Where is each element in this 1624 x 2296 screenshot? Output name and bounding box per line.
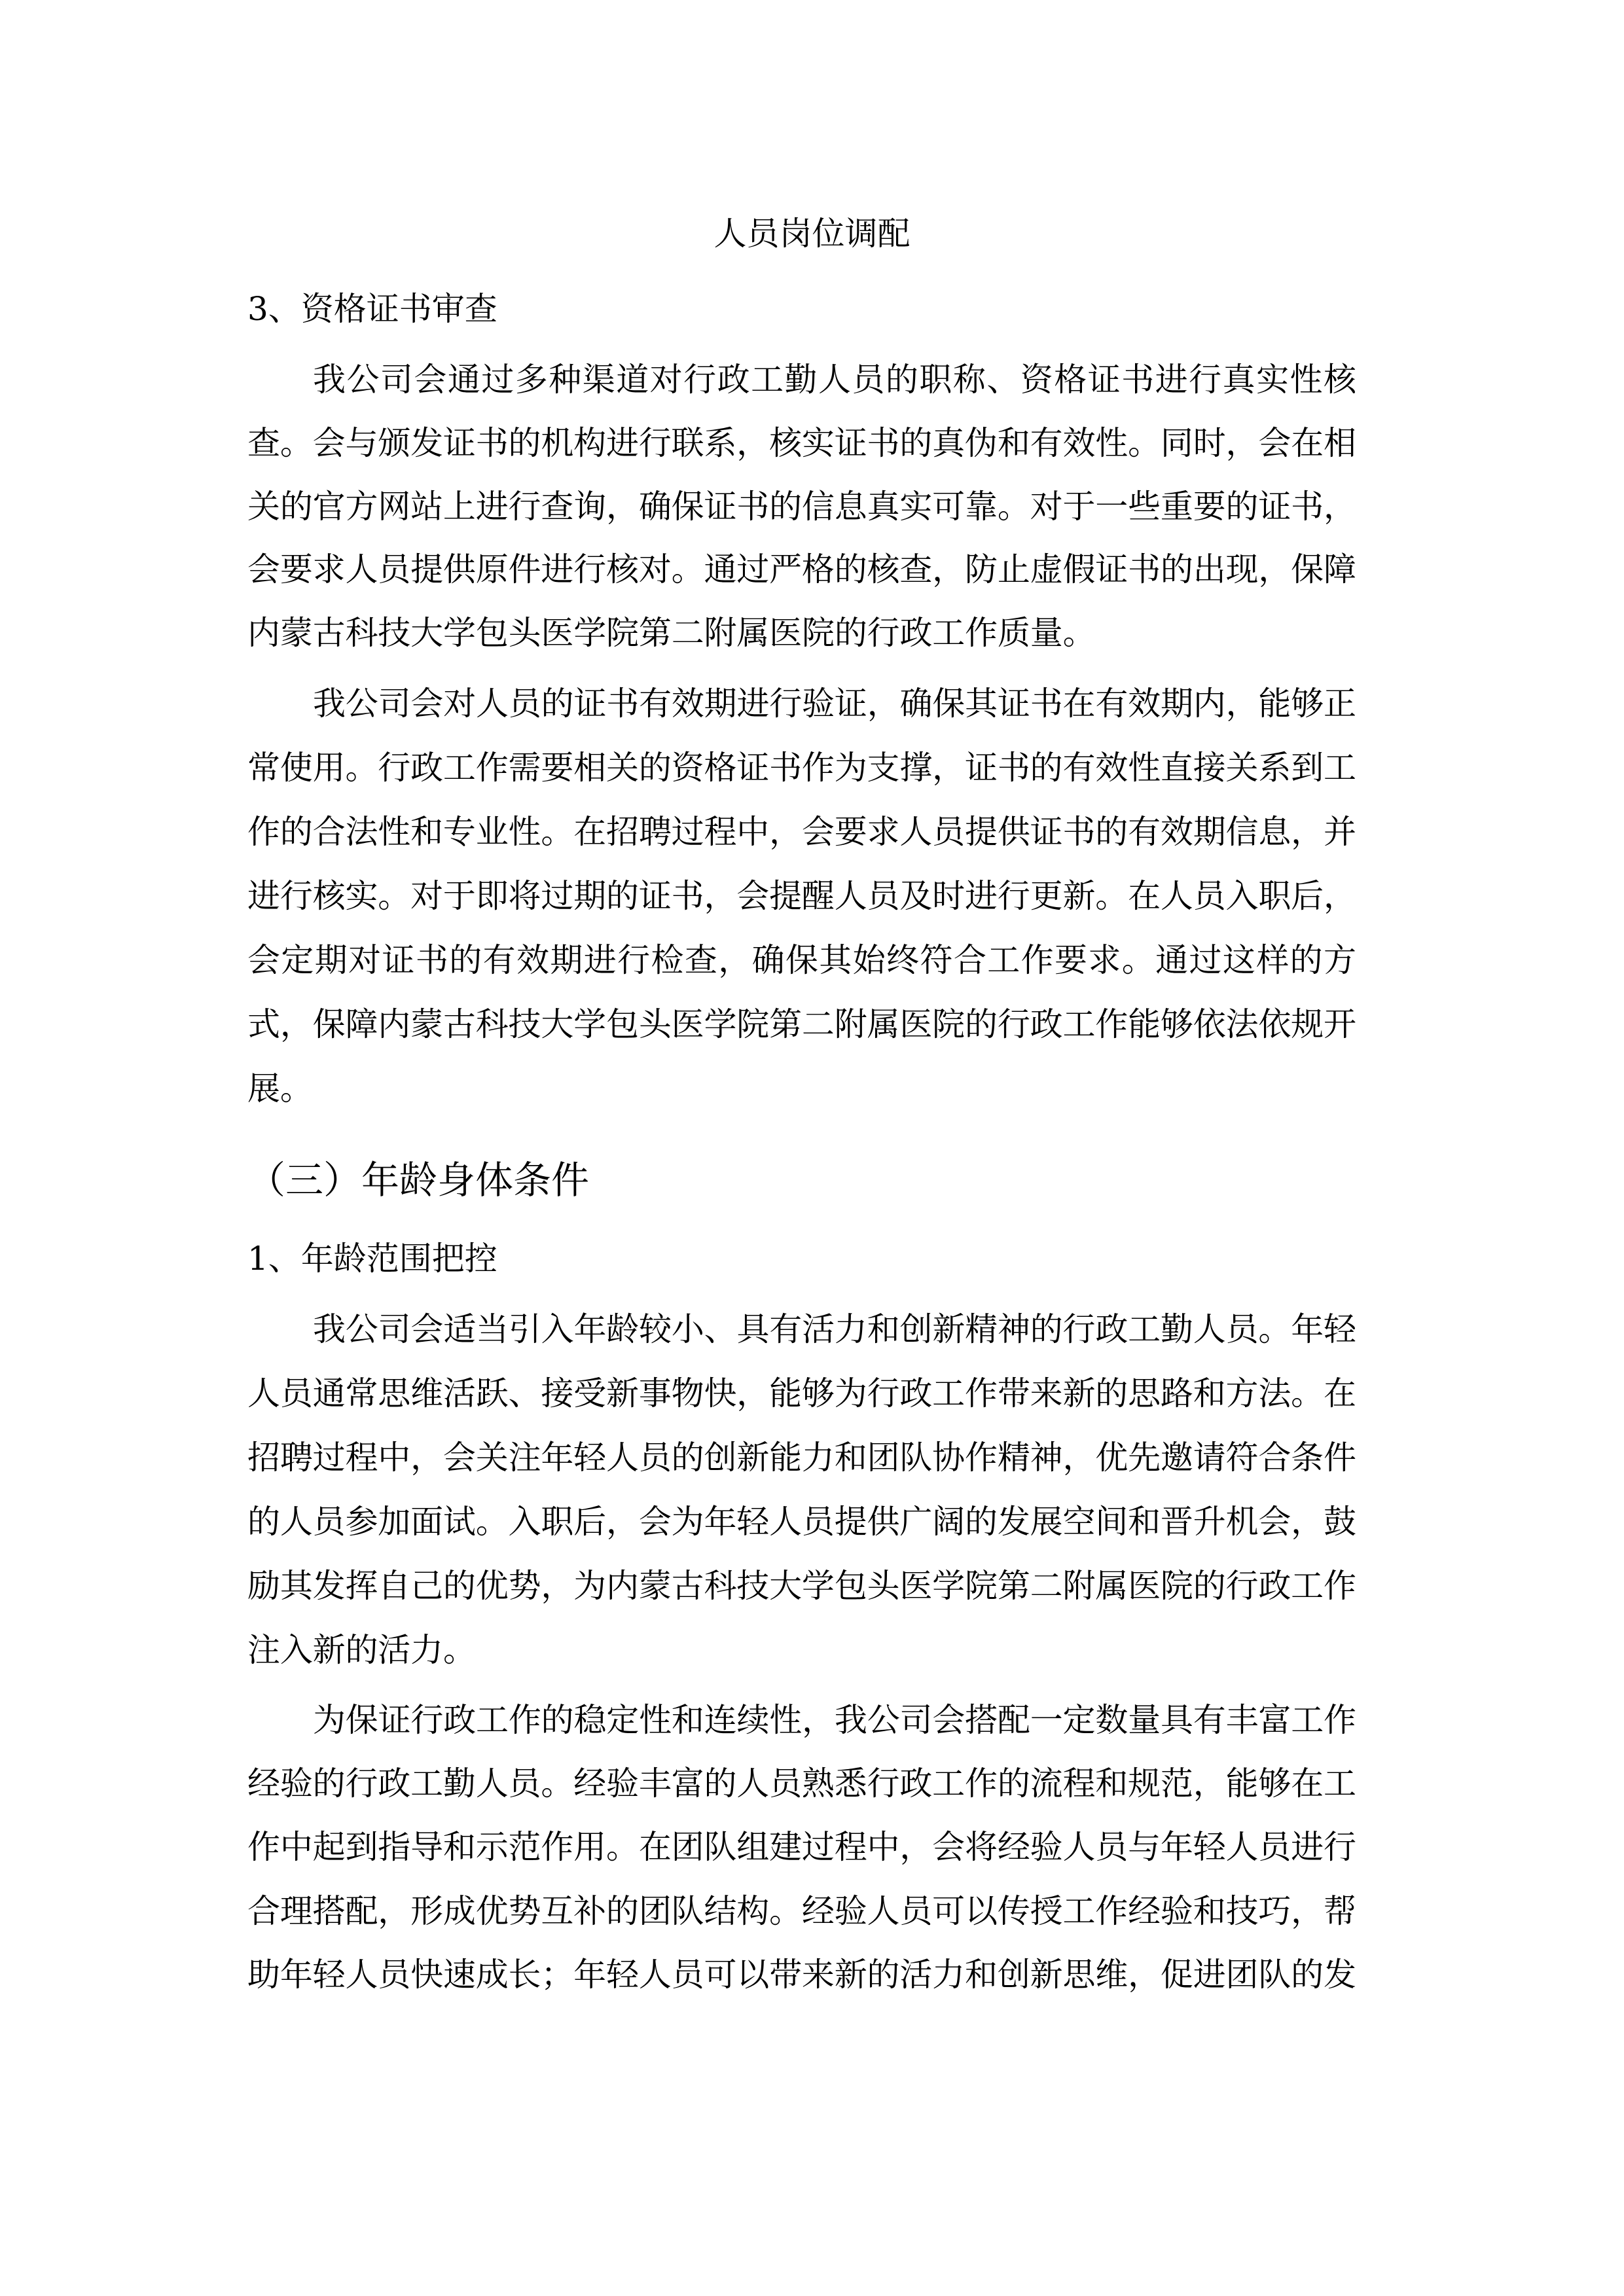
subheading-age-range: 1、年龄范围把控 [247, 1240, 497, 1278]
paragraph-line: 注入新的活力。 [247, 1631, 476, 1669]
paragraph-line: 我公司会适当引入年龄较小、具有活力和创新精神的行政工勤人员。年轻 [313, 1310, 1356, 1348]
paragraph-line: 助年轻人员快速成长；年轻人员可以带来新的活力和创新思维，促进团队的发 [247, 1956, 1356, 1994]
paragraph-line: 关的官方网站上进行查询，确保证书的信息真实可靠。对于一些重要的证书， [247, 488, 1356, 526]
paragraph-line: 励其发挥自己的优势，为内蒙古科技大学包头医学院第二附属医院的行政工作 [247, 1567, 1356, 1605]
paragraph-line: 招聘过程中，会关注年轻人员的创新能力和团队协作精神，优先邀请符合条件 [247, 1439, 1356, 1477]
page-title: 人员岗位调配 [713, 215, 911, 253]
paragraph-line: 作的合法性和专业性。在招聘过程中，会要求人员提供证书的有效期信息，并 [247, 813, 1356, 851]
paragraph-line: 展。 [247, 1069, 313, 1107]
paragraph-line: 查。会与颁发证书的机构进行联系，核实证书的真伪和有效性。同时，会在相 [247, 424, 1356, 462]
paragraph-line: 会要求人员提供原件进行核对。通过严格的核查，防止虚假证书的出现，保障 [247, 550, 1356, 588]
paragraph-line: 的人员参加面试。入职后，会为年轻人员提供广阔的发展空间和晋升机会，鼓 [247, 1503, 1356, 1541]
paragraph-line: 会定期对证书的有效期进行检查，确保其始终符合工作要求。通过这样的方 [247, 941, 1358, 979]
paragraph-line: 常使用。行政工作需要相关的资格证书作为支撑，证书的有效性直接关系到工 [247, 749, 1356, 787]
subheading-qualification-review: 3、资格证书审查 [247, 290, 497, 328]
paragraph-line: 合理搭配，形成优势互补的团队结构。经验人员可以传授工作经验和技巧，帮 [247, 1892, 1356, 1930]
paragraph-line: 我公司会对人员的证书有效期进行验证，确保其证书在有效期内，能够正 [313, 685, 1356, 723]
paragraph-line: 进行核实。对于即将过期的证书，会提醒人员及时进行更新。在人员入职后， [247, 877, 1356, 915]
section-heading-age-physical: （三）年龄身体条件 [247, 1158, 590, 1202]
paragraph-line: 经验的行政工勤人员。经验丰富的人员熟悉行政工作的流程和规范，能够在工 [247, 1765, 1356, 1803]
paragraph-line: 内蒙古科技大学包头医学院第二附属医院的行政工作质量。 [247, 614, 1096, 652]
paragraph-line: 为保证行政工作的稳定性和连续性，我公司会搭配一定数量具有丰富工作 [313, 1701, 1356, 1739]
paragraph-line: 人员通常思维活跃、接受新事物快，能够为行政工作带来新的思路和方法。在 [247, 1374, 1356, 1412]
paragraph-line: 我公司会通过多种渠道对行政工勤人员的职称、资格证书进行真实性核 [313, 361, 1358, 399]
paragraph-line: 作中起到指导和示范作用。在团队组建过程中，会将经验人员与年轻人员进行 [247, 1828, 1356, 1866]
paragraph-line: 式，保障内蒙古科技大学包头医学院第二附属医院的行政工作能够依法依规开 [247, 1005, 1356, 1043]
